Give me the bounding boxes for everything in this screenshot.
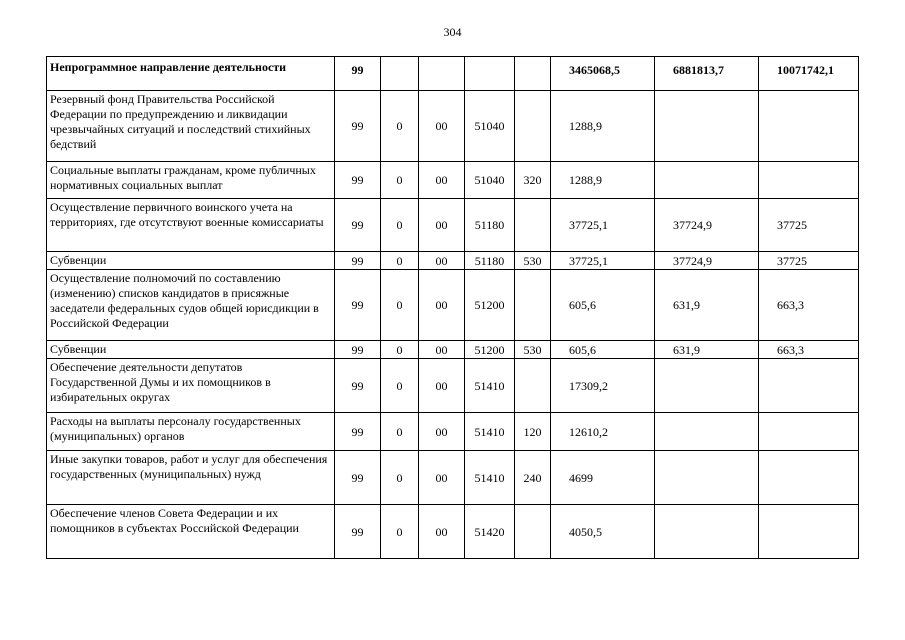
code-expense-type: 320 — [515, 162, 551, 199]
amount-year-2 — [655, 162, 759, 199]
table-row — [47, 252, 859, 270]
code-subprogram: 00 — [419, 199, 465, 252]
code-section: 99 — [335, 341, 381, 359]
code-section: 99 — [335, 199, 381, 252]
amount-year-3 — [759, 162, 859, 199]
row-name: Иные закупки товаров, работ и услуг для обеспечения государственных (муниципальных) нужд — [47, 451, 335, 505]
code-direction: 51200 — [465, 341, 515, 359]
amount-year-1: 1288,9 — [551, 91, 655, 162]
code-expense-type — [515, 505, 551, 559]
code-subprogram: 00 — [419, 413, 465, 451]
code-subprogram: 00 — [419, 341, 465, 359]
table-row — [47, 505, 859, 559]
amount-year-3 — [759, 451, 859, 505]
code-direction: 51040 — [465, 91, 515, 162]
table-row — [47, 91, 859, 162]
row-name: Резервный фонд Правительства Российской Федерации по предупреждению и ликвидации чрезвычайных ситуаций и последствий стихийных бедствий — [47, 91, 335, 162]
code-section: 99 — [335, 252, 381, 270]
row-name: Осуществление полномочий по составлению (изменению) списков кандидатов в присяжные заседатели федеральных судов общей юрисдикции в Российской Федерации — [47, 270, 335, 341]
table-body — [47, 57, 859, 559]
code-program: 0 — [381, 199, 419, 252]
table-row — [47, 270, 859, 341]
amount-year-3: 37725 — [759, 252, 859, 270]
code-subprogram: 00 — [419, 91, 465, 162]
code-expense-type: 530 — [515, 252, 551, 270]
code-program: 0 — [381, 359, 419, 413]
code-section: 99 — [335, 451, 381, 505]
code-expense-type — [515, 91, 551, 162]
row-name: Социальные выплаты гражданам, кроме публичных нормативных социальных выплат — [47, 162, 335, 199]
code-direction: 51040 — [465, 162, 515, 199]
code-expense-type — [515, 57, 551, 91]
amount-year-3: 663,3 — [759, 270, 859, 341]
code-program: 0 — [381, 252, 419, 270]
table-row — [47, 162, 859, 199]
code-expense-type — [515, 270, 551, 341]
code-subprogram: 00 — [419, 270, 465, 341]
amount-year-3 — [759, 91, 859, 162]
code-expense-type — [515, 359, 551, 413]
budget-table — [46, 56, 859, 559]
table-row — [47, 413, 859, 451]
code-subprogram: 00 — [419, 359, 465, 413]
code-section: 99 — [335, 162, 381, 199]
code-expense-type: 530 — [515, 341, 551, 359]
amount-year-1: 605,6 — [551, 270, 655, 341]
amount-year-3: 37725 — [759, 199, 859, 252]
code-program: 0 — [381, 341, 419, 359]
amount-year-1: 605,6 — [551, 341, 655, 359]
page-number: 304 — [443, 25, 462, 39]
code-direction: 51200 — [465, 270, 515, 341]
amount-year-3: 10071742,1 — [759, 57, 859, 91]
code-program — [381, 57, 419, 91]
amount-year-2: 6881813,7 — [655, 57, 759, 91]
row-name: Субвенции — [47, 252, 335, 270]
amount-year-2 — [655, 413, 759, 451]
code-program: 0 — [381, 270, 419, 341]
code-direction: 51410 — [465, 359, 515, 413]
row-name: Непрограммное направление деятельности — [47, 57, 335, 91]
table-row — [47, 359, 859, 413]
amount-year-3: 663,3 — [759, 341, 859, 359]
code-program: 0 — [381, 91, 419, 162]
code-direction: 51410 — [465, 451, 515, 505]
code-subprogram — [419, 57, 465, 91]
code-subprogram: 00 — [419, 252, 465, 270]
amount-year-1: 4050,5 — [551, 505, 655, 559]
code-direction — [465, 57, 515, 91]
amount-year-1: 37725,1 — [551, 252, 655, 270]
amount-year-2: 37724,9 — [655, 252, 759, 270]
amount-year-2: 631,9 — [655, 270, 759, 341]
row-name: Осуществление первичного воинского учета на территориях, где отсутствуют военные комиссариаты — [47, 199, 335, 252]
code-section: 99 — [335, 359, 381, 413]
code-program: 0 — [381, 505, 419, 559]
amount-year-3 — [759, 413, 859, 451]
amount-year-2 — [655, 505, 759, 559]
table-row — [47, 57, 859, 91]
code-expense-type: 240 — [515, 451, 551, 505]
code-expense-type: 120 — [515, 413, 551, 451]
code-section: 99 — [335, 270, 381, 341]
code-direction: 51420 — [465, 505, 515, 559]
code-subprogram: 00 — [419, 505, 465, 559]
code-section: 99 — [335, 505, 381, 559]
amount-year-2 — [655, 359, 759, 413]
row-name: Расходы на выплаты персоналу государственных (муниципальных) органов — [47, 413, 335, 451]
code-subprogram: 00 — [419, 162, 465, 199]
amount-year-3 — [759, 505, 859, 559]
code-direction: 51410 — [465, 413, 515, 451]
row-name: Обеспечение деятельности депутатов Государственной Думы и их помощников в избирательных округах — [47, 359, 335, 413]
code-subprogram: 00 — [419, 451, 465, 505]
amount-year-1: 12610,2 — [551, 413, 655, 451]
amount-year-3 — [759, 359, 859, 413]
table-row — [47, 451, 859, 505]
amount-year-1: 1288,9 — [551, 162, 655, 199]
code-direction: 51180 — [465, 199, 515, 252]
code-direction: 51180 — [465, 252, 515, 270]
amount-year-2 — [655, 91, 759, 162]
code-section: 99 — [335, 413, 381, 451]
amount-year-1: 3465068,5 — [551, 57, 655, 91]
code-program: 0 — [381, 162, 419, 199]
row-name: Обеспечение членов Совета Федерации и их помощников в субъектах Российской Федерации — [47, 505, 335, 559]
table-row — [47, 199, 859, 252]
code-program: 0 — [381, 451, 419, 505]
amount-year-1: 17309,2 — [551, 359, 655, 413]
row-name: Субвенции — [47, 341, 335, 359]
amount-year-1: 4699 — [551, 451, 655, 505]
code-section: 99 — [335, 57, 381, 91]
amount-year-2: 631,9 — [655, 341, 759, 359]
table-row — [47, 341, 859, 359]
amount-year-1: 37725,1 — [551, 199, 655, 252]
amount-year-2: 37724,9 — [655, 199, 759, 252]
code-section: 99 — [335, 91, 381, 162]
code-program: 0 — [381, 413, 419, 451]
amount-year-2 — [655, 451, 759, 505]
code-expense-type — [515, 199, 551, 252]
